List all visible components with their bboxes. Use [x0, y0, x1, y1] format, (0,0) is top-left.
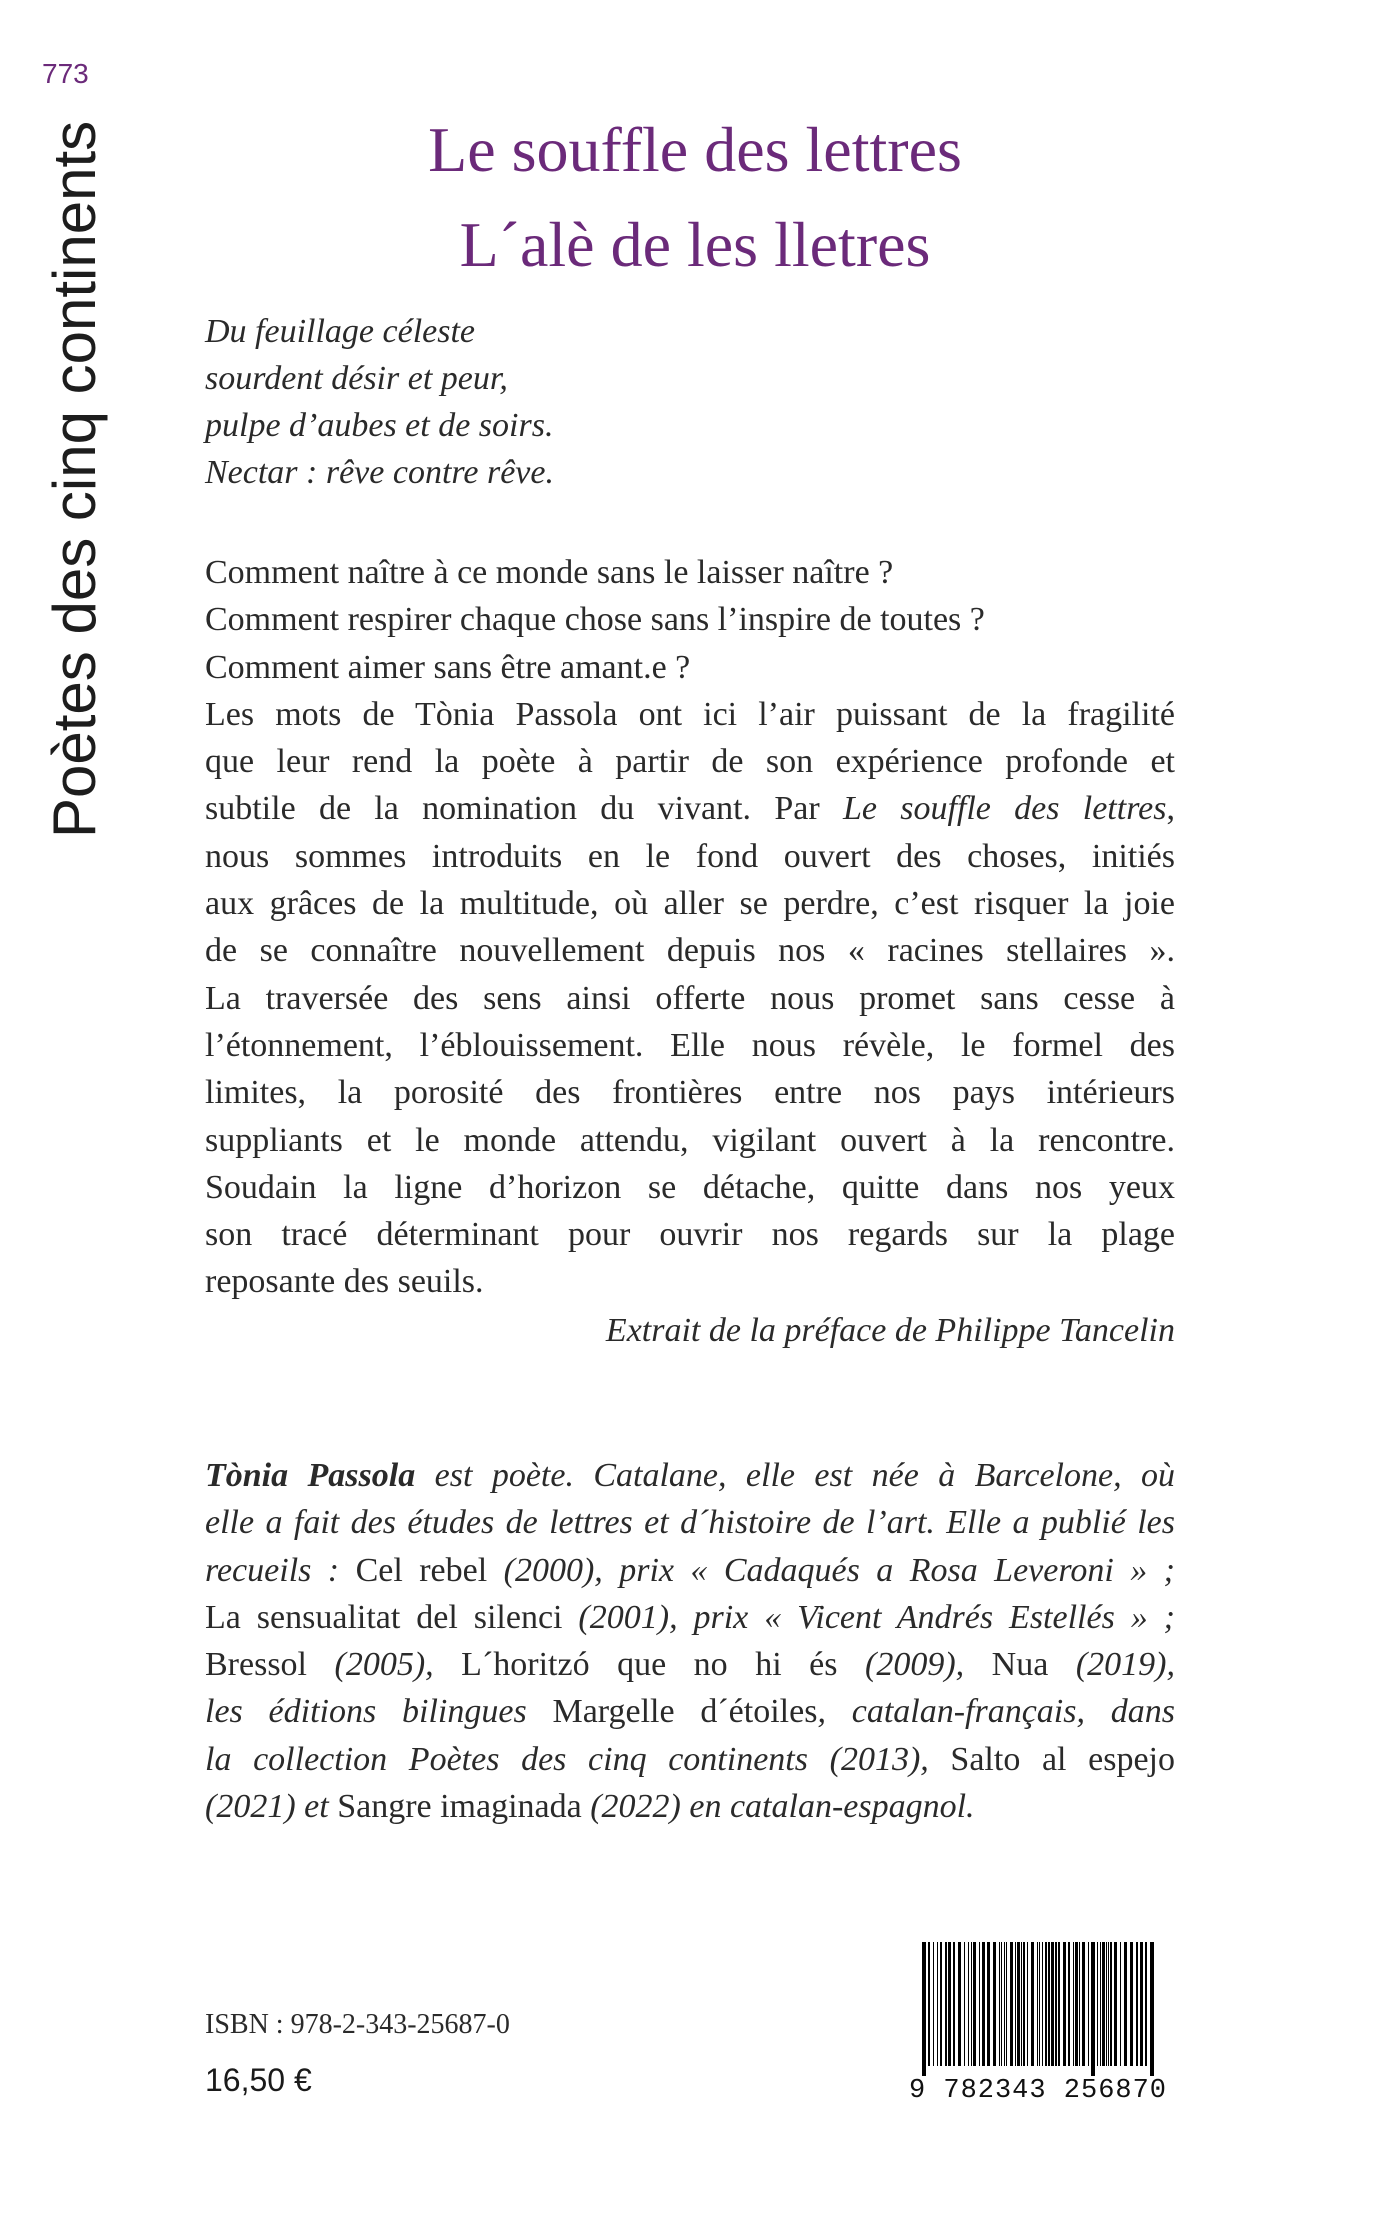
barcode-bar	[1140, 1942, 1143, 2066]
blurb-line: Soudain la ligne d’horizon se détache, quitte dans nos yeux	[205, 1168, 1175, 1206]
inline-title-comma: ,	[1166, 790, 1175, 828]
price: 16,50 €	[205, 2062, 312, 2098]
barcode-bar	[1039, 1942, 1040, 2066]
barcode-bar	[1058, 1942, 1060, 2066]
blurb-question: Comment respirer chaque chose sans l’inspire de toutes ?	[205, 601, 985, 639]
book-title: Bressol	[205, 1646, 307, 1684]
blurb-line: Les mots de Tònia Passola ont ici l’air puissant de la fragilité	[205, 695, 1175, 733]
barcode-bar	[933, 1942, 934, 2066]
blurb-line: subtile de la nomination du vivant. Par	[205, 790, 820, 828]
bio-text: (2005),	[307, 1646, 462, 1684]
book-title: La sensualitat del silenci	[205, 1598, 563, 1636]
barcode-bar	[1017, 1942, 1020, 2066]
barcode-bar	[1021, 1942, 1022, 2066]
barcode-bar	[1110, 1942, 1112, 2066]
barcode-bar	[1120, 1942, 1121, 2066]
barcode-bar	[1145, 1942, 1147, 2066]
barcode-bar	[1130, 1942, 1133, 2066]
barcode-bar	[987, 1942, 990, 2066]
barcode-guard-bar	[1091, 1942, 1093, 2076]
french-title: Le souffle des lettres	[428, 114, 962, 185]
author-name: Tònia Passola	[205, 1457, 416, 1494]
barcode-bar	[1037, 1942, 1038, 2066]
barcode-bar	[1051, 1942, 1054, 2066]
barcode-bar	[1010, 1942, 1013, 2066]
barcode-bar	[1108, 1942, 1109, 2066]
catalan-title: L´alè de les lletres	[459, 209, 931, 280]
barcode-bar	[1106, 1942, 1107, 2066]
blurb-question: Comment naître à ce monde sans le laisser naître ?	[205, 554, 894, 591]
barcode-bar	[1045, 1942, 1047, 2066]
barcode-bar	[1079, 1942, 1080, 2066]
barcode-guard-bar	[1093, 1942, 1095, 2076]
barcode-guard-bar	[1150, 1942, 1152, 2076]
book-title: Sangre imaginada	[337, 1788, 582, 1826]
blurb-line: limites, la porosité des frontières entre nos pays intérieurs	[205, 1074, 1175, 1112]
barcode-guard-bar	[1152, 1942, 1154, 2076]
blurb-line: aux grâces de la multitude, où aller se perdre, c’est risquer la joie	[205, 885, 1175, 923]
barcode-bar	[1088, 1942, 1089, 2066]
barcode-bar	[1042, 1942, 1043, 2066]
bio-text: (2009),	[837, 1646, 992, 1684]
series-name: Poètes des cinq continents	[41, 120, 108, 838]
barcode-bar	[1136, 1942, 1138, 2066]
barcode-bar	[1055, 1942, 1057, 2066]
barcode-bar	[958, 1942, 961, 2066]
blurb-line: La traversée des sens ainsi offerte nous promet sans cesse à	[205, 979, 1175, 1017]
barcode-bar	[1048, 1942, 1050, 2066]
barcode-bars	[920, 1942, 1156, 2076]
barcode-bar	[1001, 1942, 1002, 2066]
barcode-bar	[937, 1942, 938, 2066]
barcode-bar	[1006, 1942, 1007, 2066]
barcode-bar	[1102, 1942, 1105, 2066]
bio-text: est poète. Catalane, elle est née à Barcelone, où	[415, 1457, 1175, 1494]
bio-line	[205, 1547, 1175, 1594]
bio-line: elle a fait des études de lettres et d´histoire de l’art. Elle a publié les	[205, 1504, 1175, 1542]
bio-line	[205, 1452, 1175, 1499]
blurb-line: nous sommes introduits en le fond ouvert des choses, initiés	[205, 837, 1175, 875]
author-bio	[205, 1452, 1175, 1830]
epigraph	[205, 308, 554, 496]
blurb-line: que leur rend la poète à partir de son expérience profonde et	[205, 743, 1175, 781]
blurb-line: reposante des seuils.	[205, 1263, 484, 1301]
barcode-bar	[993, 1942, 996, 2066]
epigraph-line: Du feuillage céleste	[205, 313, 476, 350]
barcode-bar	[964, 1942, 965, 2066]
barcode-bar	[971, 1942, 972, 2066]
blurb-line: suppliants et le monde attendu, vigilant ouvert à la rencontre.	[205, 1121, 1175, 1159]
bio-text: les éditions bilingues	[205, 1693, 553, 1731]
barcode-bar	[1004, 1942, 1005, 2066]
barcode-bar	[940, 1942, 942, 2066]
bio-line	[205, 1641, 1175, 1688]
barcode-digits: 9 782343 256870	[908, 2076, 1168, 2106]
barcode-bar	[1097, 1942, 1098, 2066]
bio-line	[205, 1594, 1175, 1641]
barcode-bar	[948, 1942, 951, 2066]
bio-text: (2021) et	[205, 1788, 338, 1826]
blurb-question: Comment aimer sans être amant.e ?	[205, 648, 691, 686]
bio-line	[205, 1736, 1175, 1783]
barcode-bar	[979, 1942, 980, 2066]
bio-text: , catalan-français, dans	[817, 1693, 1175, 1731]
bio-line	[205, 1783, 1175, 1830]
barcode-guard-bar	[922, 1942, 924, 2076]
barcode-bar	[1068, 1942, 1070, 2066]
barcode-bar	[1063, 1942, 1066, 2066]
barcode-bar	[1100, 1942, 1101, 2066]
blurb-line: l’étonnement, l’éblouissement. Elle nous révèle, le formel des	[205, 1026, 1175, 1064]
epigraph-line: sourdent désir et peur,	[205, 360, 508, 397]
barcode-bar	[999, 1942, 1000, 2066]
bio-text: (2001), prix « Vicent Andrés Estellés » ;	[562, 1598, 1175, 1636]
blurb-line: de se connaître nouvellement depuis nos « racines stellaires ».	[205, 932, 1175, 970]
barcode-bar	[1073, 1942, 1074, 2066]
bio-text: (2000), prix « Cadaqués a Rosa Leveroni » ;	[487, 1551, 1175, 1589]
series-number: 773	[42, 58, 89, 89]
inline-book-title: Le souffle des lettres	[842, 790, 1167, 828]
barcode-bar	[1023, 1942, 1025, 2066]
epigraph-line: pulpe d’aubes et de soirs.	[205, 407, 554, 444]
bio-text: recueils :	[205, 1551, 356, 1589]
barcode-bar	[1075, 1942, 1078, 2066]
blurb-line: son tracé déterminant pour ouvrir nos regards sur la plage	[205, 1216, 1175, 1254]
barcode-bar	[982, 1942, 985, 2066]
book-title: Nua	[991, 1646, 1049, 1684]
bio-text: (2022) en catalan-espagnol.	[581, 1788, 975, 1826]
barcode-guard-bar	[924, 1942, 926, 2076]
barcode-bar	[928, 1942, 930, 2066]
barcode-bar	[973, 1942, 976, 2066]
preface-attribution: Extrait de la préface de Philippe Tancelin	[605, 1312, 1175, 1349]
bio-text: (2019),	[1048, 1646, 1175, 1684]
isbn: ISBN : 978-2-343-25687-0	[205, 2009, 510, 2040]
barcode-bar	[1114, 1942, 1117, 2066]
barcode-bar	[1082, 1942, 1085, 2066]
epigraph-line: Nectar : rêve contre rêve.	[205, 454, 554, 491]
book-title: Margelle d´étoiles	[552, 1693, 818, 1731]
book-title: Cel rebel	[355, 1551, 488, 1589]
barcode-bar	[1031, 1942, 1034, 2066]
blurb	[205, 549, 1175, 1306]
bio-line	[205, 1688, 1175, 1735]
bio-text: la collection Poètes des cinq continents (2013),	[205, 1740, 951, 1778]
barcode	[906, 1942, 1170, 2109]
barcode-bar	[945, 1942, 947, 2066]
barcode-bar	[968, 1942, 969, 2066]
book-title: L´horitzó que no hi és	[461, 1646, 838, 1684]
barcode-bar	[1124, 1942, 1127, 2066]
barcode-bar	[1027, 1942, 1028, 2066]
barcode-bar	[953, 1942, 955, 2066]
book-title: Salto al espejo	[950, 1740, 1176, 1778]
barcode-bar	[1015, 1942, 1016, 2066]
blurb-line-with-title	[205, 785, 1175, 832]
